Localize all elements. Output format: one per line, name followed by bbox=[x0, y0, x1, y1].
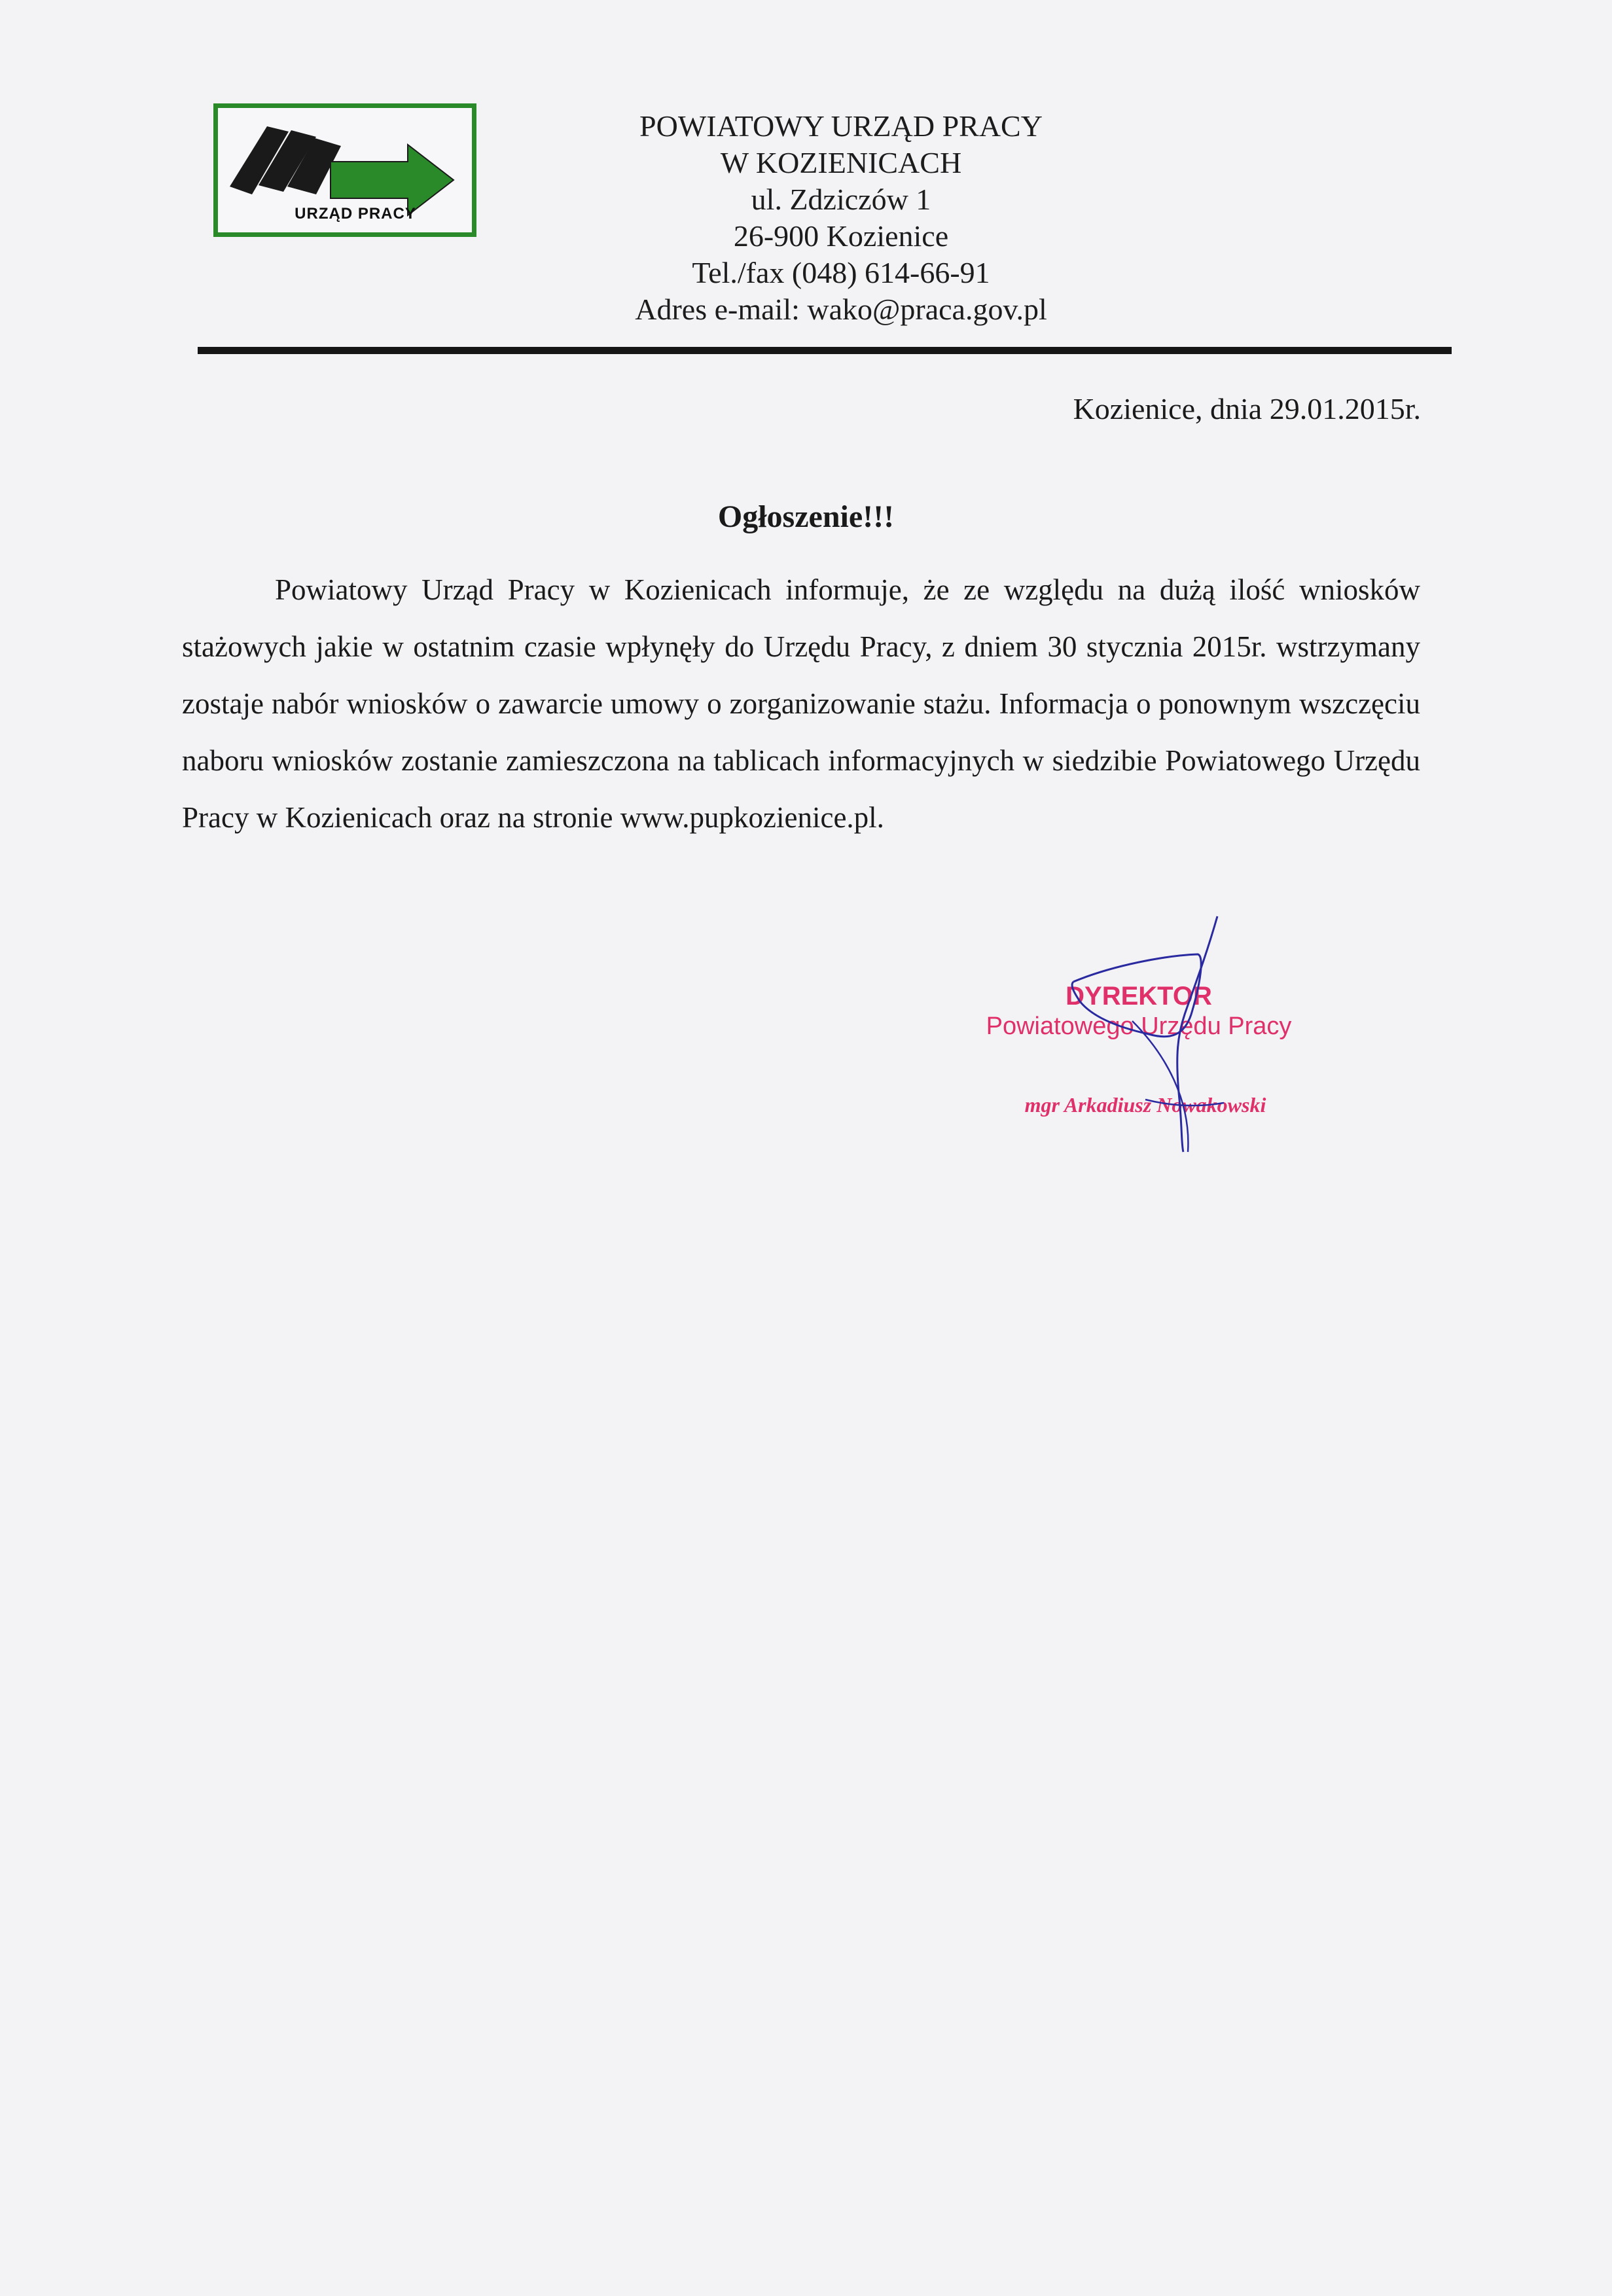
announcement-title: Ogłoszenie!!! bbox=[717, 499, 895, 534]
office-phone: Tel./fax (048) 614-66-91 bbox=[692, 256, 990, 289]
logo-text: URZĄD PRACY bbox=[295, 205, 416, 223]
urzad-pracy-logo bbox=[213, 103, 476, 237]
stamp-office: Powiatowego Urzędu Pracy bbox=[986, 1013, 1292, 1040]
stamp-name: mgr Arkadiusz Nowakowski bbox=[1024, 1093, 1266, 1117]
letter-date: Kozienice, dnia 29.01.2015r. bbox=[1073, 392, 1421, 425]
handwritten-signature bbox=[1034, 903, 1270, 1165]
stamp-title: DYREKTOR bbox=[1066, 982, 1212, 1011]
office-city: W KOZIENICACH bbox=[720, 146, 962, 179]
header-divider bbox=[198, 347, 1452, 354]
letterhead bbox=[563, 108, 1119, 328]
office-name: POWIATOWY URZĄD PRACY bbox=[639, 109, 1043, 143]
announcement-body bbox=[182, 562, 1420, 846]
office-postcode: 26-900 Kozienice bbox=[733, 219, 949, 253]
office-email: Adres e-mail: wako@praca.gov.pl bbox=[635, 293, 1047, 326]
body-paragraph: Powiatowy Urząd Pracy w Kozienicach informuje, że ze względu na dużą ilość wniosków stażowych jakie w ostatnim czasie wpłynęły do Urzędu Pracy, z dniem 30 stycznia 2015r. wstrzymany zostaje nabór wniosków o zawarcie umowy o zorganizowanie stażu. Informacja o ponownym wszczęciu naboru wniosków zostanie zamieszczona na tablicach informacyjnych w siedzibie Powiatowego Urzędu Pracy w Kozienicach oraz na stronie www.pupkozienice.pl. bbox=[182, 573, 1420, 834]
office-street: ul. Zdziczów 1 bbox=[751, 183, 931, 216]
